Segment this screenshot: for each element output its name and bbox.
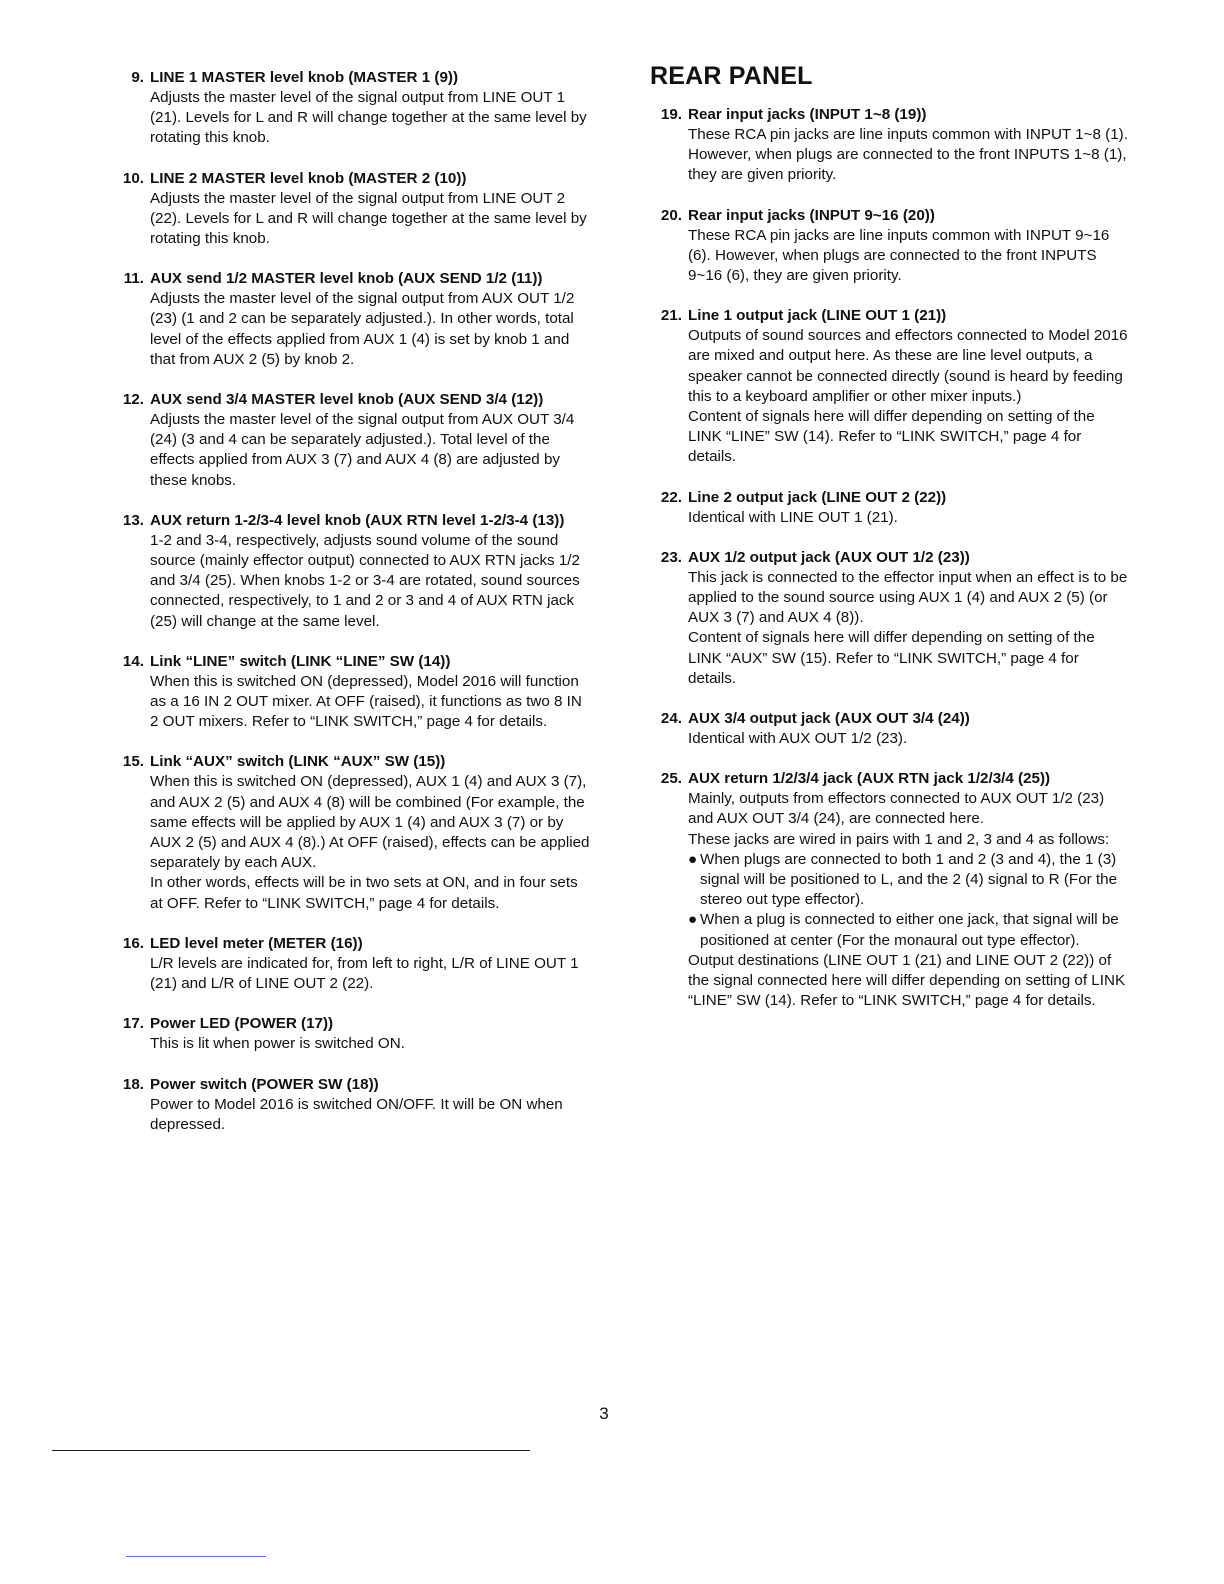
- item-19: [650, 105, 1128, 186]
- item-22: [650, 488, 1128, 528]
- item-title: LINE 1 MASTER level knob (MASTER 1 (9)): [150, 69, 459, 86]
- item-text: L/R levels are indicated for, from left to right, L/R of LINE OUT 1 (21) and L/R of LINE OUT 2 (22).: [150, 954, 579, 993]
- bottom-rule: [52, 1450, 530, 1451]
- item-text: Mainly, outputs from effectors connected to AUX OUT 1/2 (23) and AUX OUT 3/4 (24), are connected here.: [688, 790, 1105, 828]
- item-text: Adjusts the master level of the signal output from AUX OUT 3/4 (24) (3 and 4 can be separately adjusted.). Total level of the effects applied from AUX 3 (7) and AUX 4 (8) are adjusted by these knobs.: [150, 411, 575, 489]
- item-12: [112, 390, 590, 491]
- item-text: Adjusts the master level of the signal output from LINE OUT 1 (21). Levels for L and R will change together at the same level by rotating this knob.: [150, 89, 587, 147]
- item-title: LED level meter (METER (16)): [150, 934, 363, 952]
- item-title: AUX return 1-2/3-4 level knob (AUX RTN level 1-2/3-4 (13)): [150, 511, 565, 529]
- item-25: [650, 769, 1128, 1011]
- item-20: [650, 206, 1128, 287]
- item-text: Power to Model 2016 is switched ON/OFF. It will be ON when depressed.: [150, 1095, 563, 1133]
- item-text: Identical with LINE OUT 1 (21).: [688, 508, 898, 526]
- item-text: When this is switched ON (depressed), AUX 1 (4) and AUX 3 (7), and AUX 2 (5) and AUX 4 (8) will be combined (For example, the same effects will be applied by AUX 1 (4) and AUX 3 (7) or by AUX 2 (5) and AUX 4 (8).) At OFF (raised), effects can be applied separately by each AUX.: [150, 773, 590, 872]
- item-17: [112, 1014, 590, 1054]
- item-23: [650, 548, 1128, 689]
- item-title: Line 2 output jack (LINE OUT 2 (22)): [688, 488, 947, 506]
- blue-rule: [126, 1556, 266, 1557]
- item-title: Rear input jacks (INPUT 9~16 (20)): [688, 206, 935, 224]
- item-number: 24.: [660, 710, 682, 728]
- section-title-rear-panel: REAR PANEL: [650, 62, 813, 90]
- item-title: Power LED (POWER (17)): [150, 1015, 334, 1033]
- item-title: Link “LINE” switch (LINK “LINE” SW (14)): [150, 652, 451, 670]
- item-title: LINE 2 MASTER level knob (MASTER 2 (10)): [150, 169, 467, 187]
- item-title: AUX return 1/2/3/4 jack (AUX RTN jack 1/2/3/4 (25)): [688, 770, 1051, 788]
- item-14: [112, 652, 590, 733]
- item-title: Power switch (POWER SW (18)): [150, 1075, 379, 1093]
- right-column: [650, 62, 1128, 1032]
- item-text: In other words, effects will be in two sets at ON, and in four sets at OFF. Refer to “LINK SWITCH,” page 4 for details.: [150, 874, 578, 912]
- item-number: 11.: [123, 270, 144, 288]
- item-text: Outputs of sound sources and effectors connected to Model 2016 are mixed and output here. As these are line level outputs, a speaker cannot be connected directly (sound is heard by feeding this to a keyboard amplifier or other mixer inputs.): [688, 327, 1128, 405]
- item-11: [112, 269, 590, 370]
- left-column: [112, 68, 590, 1155]
- item-text: Output destinations (LINE OUT 1 (21) and LINE OUT 2 (22)) of the signal connected here will differ depending on setting of LINK “LINE” SW (14). Refer to “LINK SWITCH,” page 4 for details.: [688, 951, 1126, 1010]
- item-number: 15.: [122, 753, 144, 771]
- item-title: Line 1 output jack (LINE OUT 1 (21)): [688, 307, 947, 325]
- item-24: [650, 709, 1128, 749]
- item-text: This is lit when power is switched ON.: [150, 1035, 405, 1053]
- bullet-item: [688, 850, 1128, 911]
- item-number: 22.: [660, 488, 682, 506]
- item-number: 16.: [122, 934, 144, 952]
- bullet-text: When plugs are connected to both 1 and 2 (3 and 4), the 1 (3) signal will be positioned to L, and the 2 (4) signal to R (For the stereo out type effector).: [700, 850, 1118, 909]
- item-21: [650, 306, 1128, 467]
- item-number: 17.: [122, 1015, 144, 1033]
- item-text: Content of signals here will differ depending on setting of the LINK “LINE” SW (14). Refer to “LINK SWITCH,” page 4 for details.: [688, 408, 1095, 466]
- item-number: 23.: [660, 548, 682, 566]
- item-number: 13.: [122, 511, 144, 529]
- item-title: AUX 3/4 output jack (AUX OUT 3/4 (24)): [688, 710, 970, 728]
- item-16: [112, 934, 590, 994]
- item-text: Adjusts the master level of the signal output from AUX OUT 1/2 (23) (1 and 2 can be separately adjusted.). In other words, total level of the effects applied from AUX 1 (4) is set by knob 1 and that from AUX 2 (5) by knob 2.: [150, 290, 575, 368]
- item-text: Adjusts the master level of the signal output from LINE OUT 2 (22). Levels for L and R will change together at the same level by rotating this knob.: [150, 189, 587, 248]
- item-title: AUX send 3/4 MASTER level knob (AUX SEND 3/4 (12)): [150, 391, 544, 409]
- item-text: When this is switched ON (depressed), Model 2016 will function as a 16 IN 2 OUT mixer. At OFF (raised), it functions as two 8 IN 2 OUT mixers. Refer to “LINK SWITCH,” page 4 for details.: [150, 672, 582, 731]
- item-text: These RCA pin jacks are line inputs common with INPUT 1~8 (1). However, when plugs are connected to the front INPUTS 1~8 (1), they are given priority.: [688, 126, 1128, 184]
- item-text: This jack is connected to the effector input when an effect is to be applied to the sound source using AUX 1 (4) and AUX 2 (5) (or AUX 3 (7) and AUX 4 (8)).: [688, 568, 1128, 627]
- item-10: [112, 169, 590, 250]
- item-number: 18.: [122, 1075, 144, 1093]
- item-number: 10.: [122, 169, 144, 187]
- page-number: 3: [599, 1404, 609, 1423]
- bullet-dot-icon: ●: [688, 911, 698, 929]
- item-title: AUX 1/2 output jack (AUX OUT 1/2 (23)): [688, 548, 970, 566]
- item-number: 21.: [660, 307, 682, 325]
- item-text: Identical with AUX OUT 1/2 (23).: [688, 730, 908, 748]
- item-number: 19.: [660, 106, 682, 123]
- item-number: 25.: [660, 770, 682, 788]
- item-number: 14.: [122, 652, 144, 670]
- item-title: Link “AUX” switch (LINK “AUX” SW (15)): [150, 753, 446, 771]
- item-text: Content of signals here will differ depending on setting of the LINK “AUX” SW (15). Refer to “LINK SWITCH,” page 4 for details.: [688, 629, 1095, 687]
- item-9: [112, 68, 590, 149]
- item-text: 1-2 and 3-4, respectively, adjusts sound volume of the sound source (mainly effector output) connected to AUX RTN jacks 1/2 and 3/4 (25). When knobs 1-2 or 3-4 are rotated, sound sources connected, respectively, to 1 and 2 or 3 and 4 of AUX RTN jack (25) will change at the same level.: [150, 531, 580, 630]
- item-title: AUX send 1/2 MASTER level knob (AUX SEND 1/2 (11)): [150, 270, 543, 288]
- item-text: These jacks are wired in pairs with 1 and 2, 3 and 4 as follows:: [688, 830, 1110, 848]
- item-13: [112, 511, 590, 632]
- item-number: 9.: [131, 69, 144, 86]
- item-number: 12.: [122, 391, 144, 409]
- bullet-item: [688, 910, 1128, 950]
- item-15: [112, 752, 590, 913]
- bullet-text: When a plug is connected to either one jack, that signal will be positioned at center (For the monaural out type effector).: [700, 911, 1119, 949]
- item-text: These RCA pin jacks are line inputs common with INPUT 9~16 (6). However, when plugs are connected to the front INPUTS 9~16 (6), they are given priority.: [688, 226, 1110, 285]
- item-18: [112, 1075, 590, 1135]
- item-title: Rear input jacks (INPUT 1~8 (19)): [688, 106, 927, 123]
- item-number: 20.: [660, 206, 682, 224]
- bullet-dot-icon: ●: [688, 850, 698, 868]
